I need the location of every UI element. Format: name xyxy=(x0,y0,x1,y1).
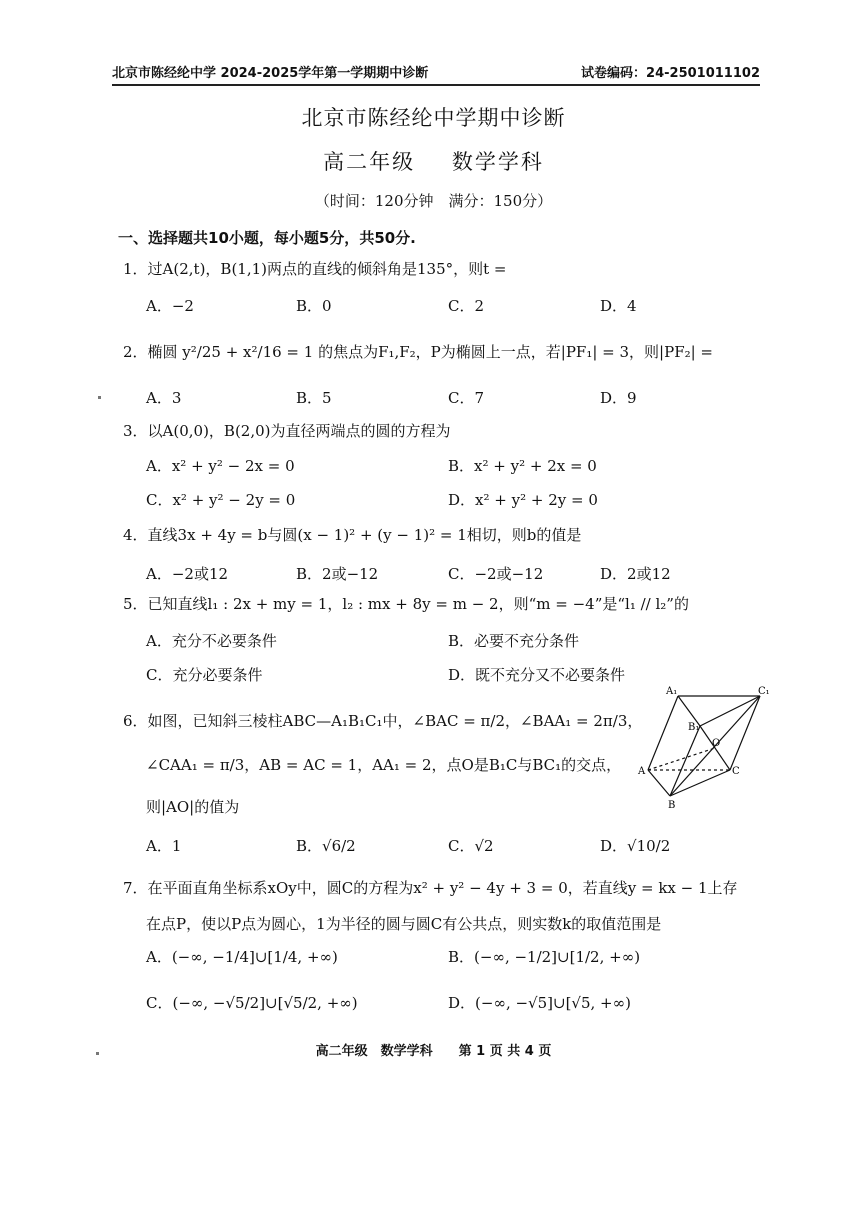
scan-speck xyxy=(96,1052,99,1055)
question-6-stem-line-1: 6．如图，已知斜三棱柱ABC—A₁B₁C₁中，∠BAC = π/2，∠BAA₁ = 2π/3， xyxy=(123,712,643,730)
prism-figure xyxy=(638,684,778,811)
question-4-stem: 4．直线3x + 4y = b与圆(x − 1)² + (y − 1)² = 1相切，则b的值是 xyxy=(123,526,582,544)
fig-label-c: C xyxy=(732,766,740,777)
exam-subtitle xyxy=(0,146,867,176)
q1-option-a: A．−2 xyxy=(146,297,194,315)
q7-option-d: D．(−∞, −√5]∪[√5, +∞) xyxy=(448,994,631,1012)
q3-option-c: C．x² + y² − 2y = 0 xyxy=(146,491,296,509)
q7-option-c: C．(−∞, −√5/2]∪[√5/2, +∞) xyxy=(146,994,358,1012)
fig-label-a1: A₁ xyxy=(666,686,678,697)
question-2-stem: 2．椭圆 y²/25 + x²/16 = 1 的焦点为F₁,F₂，P为椭圆上一点，若|PF₁| = 3，则|PF₂| = xyxy=(123,343,714,361)
fig-label-b1: B₁ xyxy=(688,722,700,733)
fig-label-a: A xyxy=(638,766,646,777)
q4-option-d: D．2或12 xyxy=(600,565,671,583)
q3-option-b: B．x² + y² + 2x = 0 xyxy=(448,457,597,475)
q6-option-d: D．√10/2 xyxy=(600,837,671,855)
q2-option-c: C．7 xyxy=(448,389,485,407)
scan-speck xyxy=(98,396,101,399)
q2-option-d: D．9 xyxy=(600,389,637,407)
question-6-stem-line-2: ∠CAA₁ = π/3，AB = AC = 1，AA₁ = 2，点O是B₁C与BC₁的交点， xyxy=(146,756,622,774)
time-score-info: （时间：120分钟 满分：150分） xyxy=(314,192,553,210)
question-7-stem-line-2: 在点P，使以P点为圆心，1为半径的圆与圆C有公共点，则实数k的取值范围是 xyxy=(146,915,662,933)
q6-option-c: C．√2 xyxy=(448,837,494,855)
page-footer: 高二年级 数学学科 第 1 页 共 4 页 xyxy=(315,1044,552,1059)
grade-label: 高二年级 xyxy=(323,150,416,174)
q5-option-c: C．充分必要条件 xyxy=(146,666,263,684)
q4-option-a: A．−2或12 xyxy=(146,565,229,583)
q7-option-b: B．(−∞, −1/2]∪[1/2, +∞) xyxy=(448,948,641,966)
fig-label-b: B xyxy=(668,800,676,811)
header-paper-code: 试卷编码：24-2501011102 xyxy=(581,66,760,81)
q4-option-c: C．−2或−12 xyxy=(448,565,544,583)
question-3-stem: 3．以A(0,0)，B(2,0)为直径两端点的圆的方程为 xyxy=(123,422,451,440)
question-1-stem: 1．过A(2,t)，B(1,1)两点的直线的倾斜角是135°，则t = xyxy=(123,260,507,278)
q1-option-b: B．0 xyxy=(296,297,332,315)
q5-option-b: B．必要不充分条件 xyxy=(448,632,580,650)
question-6-stem-line-3: 则|AO|的值为 xyxy=(146,798,240,816)
q2-option-b: B．5 xyxy=(296,389,332,407)
subject-label: 数学学科 xyxy=(451,150,544,174)
q2-option-a: A．3 xyxy=(146,389,182,407)
q5-option-a: A．充分不必要条件 xyxy=(146,632,277,650)
question-7-stem-line-1: 7．在平面直角坐标系xOy中，圆C的方程为x² + y² − 4y + 3 = 0，若直线y = kx − 1上存 xyxy=(123,879,738,897)
fig-label-c1: C₁ xyxy=(758,686,770,697)
page-header xyxy=(112,60,760,86)
q3-option-d: D．x² + y² + 2y = 0 xyxy=(448,491,598,509)
header-school-term: 北京市陈经纶中学 2024-2025学年第一学期期中诊断 xyxy=(112,66,429,81)
q3-option-a: A．x² + y² − 2x = 0 xyxy=(146,457,295,475)
q6-option-a: A．1 xyxy=(146,837,182,855)
question-5-stem: 5．已知直线l₁ : 2x + my = 1，l₂ : mx + 8y = m − 2，则“m = −4”是“l₁ // l₂”的 xyxy=(123,595,689,613)
q6-option-b: B．√6/2 xyxy=(296,837,356,855)
q1-option-d: D．4 xyxy=(600,297,637,315)
exam-title: 北京市陈经纶中学期中诊断 xyxy=(301,106,566,130)
q1-option-c: C．2 xyxy=(448,297,485,315)
fig-label-o: O xyxy=(712,738,721,749)
q5-option-d: D．既不充分又不必要条件 xyxy=(448,666,626,684)
q4-option-b: B．2或−12 xyxy=(296,565,379,583)
q7-option-a: A．(−∞, −1/4]∪[1/4, +∞) xyxy=(146,948,338,966)
section-heading: 一、选择题共10小题，每小题5分，共50分. xyxy=(118,229,416,247)
